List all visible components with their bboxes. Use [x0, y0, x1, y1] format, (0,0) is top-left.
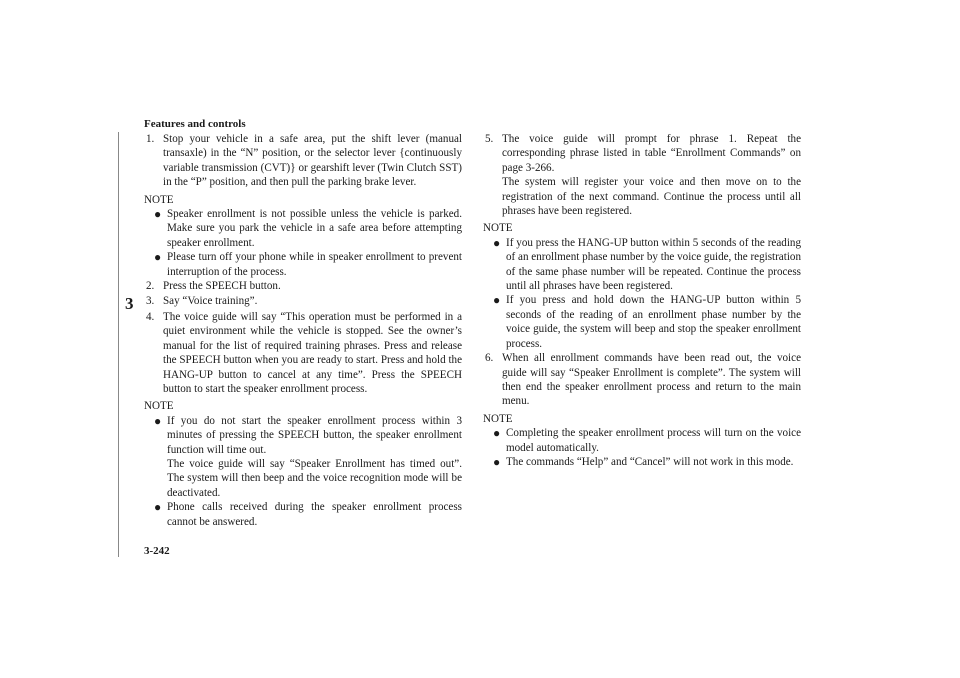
- bullet-dot-icon: ●: [154, 500, 162, 515]
- step-4: [144, 310, 462, 396]
- bullet-text: Speaker enrollment is not possible unless the vehicle is parked. Make sure you park the vehicle in a safe area before attempting speaker enrollment.: [167, 208, 462, 249]
- step-6: [483, 351, 801, 409]
- step-5: [483, 132, 801, 218]
- bullet-dot-icon: ●: [154, 250, 162, 265]
- note-bullet: [483, 236, 801, 294]
- step-number: 3.: [146, 295, 155, 308]
- bullet-text: Phone calls received during the speaker enrollment process cannot be answered.: [167, 501, 462, 528]
- note-bullet: [144, 414, 462, 500]
- bullet-dot-icon: ●: [493, 293, 501, 308]
- note-label: NOTE: [483, 222, 513, 235]
- bullet-text: If you do not start the speaker enrollment process within 3 minutes of pressing the SPEECH button, the speaker enrollment function will time out.: [167, 414, 462, 456]
- bullet-text: The commands “Help” and “Cancel” will not work in this mode.: [506, 455, 794, 468]
- step-number: 1.: [146, 133, 155, 145]
- step-text: When all enrollment commands have been read out, the voice guide will say “Speaker Enrollment is complete”. The system will then end the speaker enrollment process and return to the main menu.: [502, 352, 801, 408]
- bullet-dot-icon: ●: [154, 207, 162, 222]
- step-3: [144, 294, 462, 308]
- bullet-dot-icon: ●: [493, 426, 501, 441]
- bullet-dot-icon: ●: [493, 454, 501, 469]
- bullet-text: Completing the speaker enrollment process will turn on the voice model automatically.: [506, 427, 801, 454]
- note-bullet: [483, 426, 801, 455]
- step-number: 5.: [485, 133, 494, 145]
- step-number: 2.: [146, 280, 155, 293]
- step-text: Stop your vehicle in a safe area, put the shift lever (manual transaxle) in the “N” position, or the selector lever {continuously variable transmission (CVT)} or gearshift lever (Twin Clutch SST) in the “P” position, and then pull the parking brake lever.: [163, 133, 462, 189]
- running-header: Features and controls: [144, 118, 246, 130]
- step-1: [144, 132, 462, 190]
- bullet-dot-icon: ●: [154, 413, 162, 428]
- step-text: Press the SPEECH button.: [163, 280, 281, 293]
- bullet-text: If you press and hold down the HANG-UP button within 5 seconds of the reading of an enrollment phase number by the voice guide, the system will beep and stop the speaker enrollment process.: [506, 294, 801, 350]
- note-label: NOTE: [483, 412, 513, 425]
- note-bullet: [144, 500, 462, 529]
- bullet-text-continued: The voice guide will say “Speaker Enrollment has timed out”. The system will then beep and the voice recognition mode will be deactivated.: [167, 457, 462, 499]
- note-label: NOTE: [144, 193, 174, 206]
- step-text: The voice guide will prompt for phrase 1. Repeat the corresponding phrase listed in table “Enrollment Commands” on page 3-266.: [502, 133, 801, 174]
- step-number: 6.: [485, 352, 494, 365]
- note-bullet: [483, 293, 801, 351]
- note-bullet: [483, 455, 801, 469]
- chapter-tab: 3: [125, 294, 134, 313]
- note-label: NOTE: [144, 400, 174, 413]
- bullet-text: If you press the HANG-UP button within 5 seconds of the reading of an enrollment phase number by the voice guide, the registration of the same phase number will be repeated. Continue the process until all phrases have been registered.: [506, 236, 801, 293]
- bullet-text: Please turn off your phone while in speaker enrollment to prevent interruption of the process.: [167, 251, 462, 278]
- chapter-side-rule: [118, 132, 119, 557]
- page-number: 3-242: [144, 545, 170, 557]
- bullet-dot-icon: ●: [493, 235, 501, 250]
- note-bullet: [144, 250, 462, 279]
- right-column: [483, 132, 801, 469]
- step-2: [144, 279, 462, 293]
- step-text: The voice guide will say “This operation must be performed in a quiet environment while the vehicle is stopped. See the owner’s manual for the list of required training phrases. Press and release the SPEECH button when you are ready to start. Press and hold the HANG-UP button to cancel at any time”. Press the SPEECH button to start the speaker enrollment process.: [163, 310, 462, 395]
- step-text: Say “Voice training”.: [163, 295, 258, 308]
- step-text-continued: The system will register your voice and then move on to the registration of the next command. Continue the process until all phrases have been registered.: [502, 176, 801, 218]
- step-number: 4.: [146, 310, 155, 323]
- left-column: [144, 132, 462, 529]
- note-bullet: [144, 207, 462, 250]
